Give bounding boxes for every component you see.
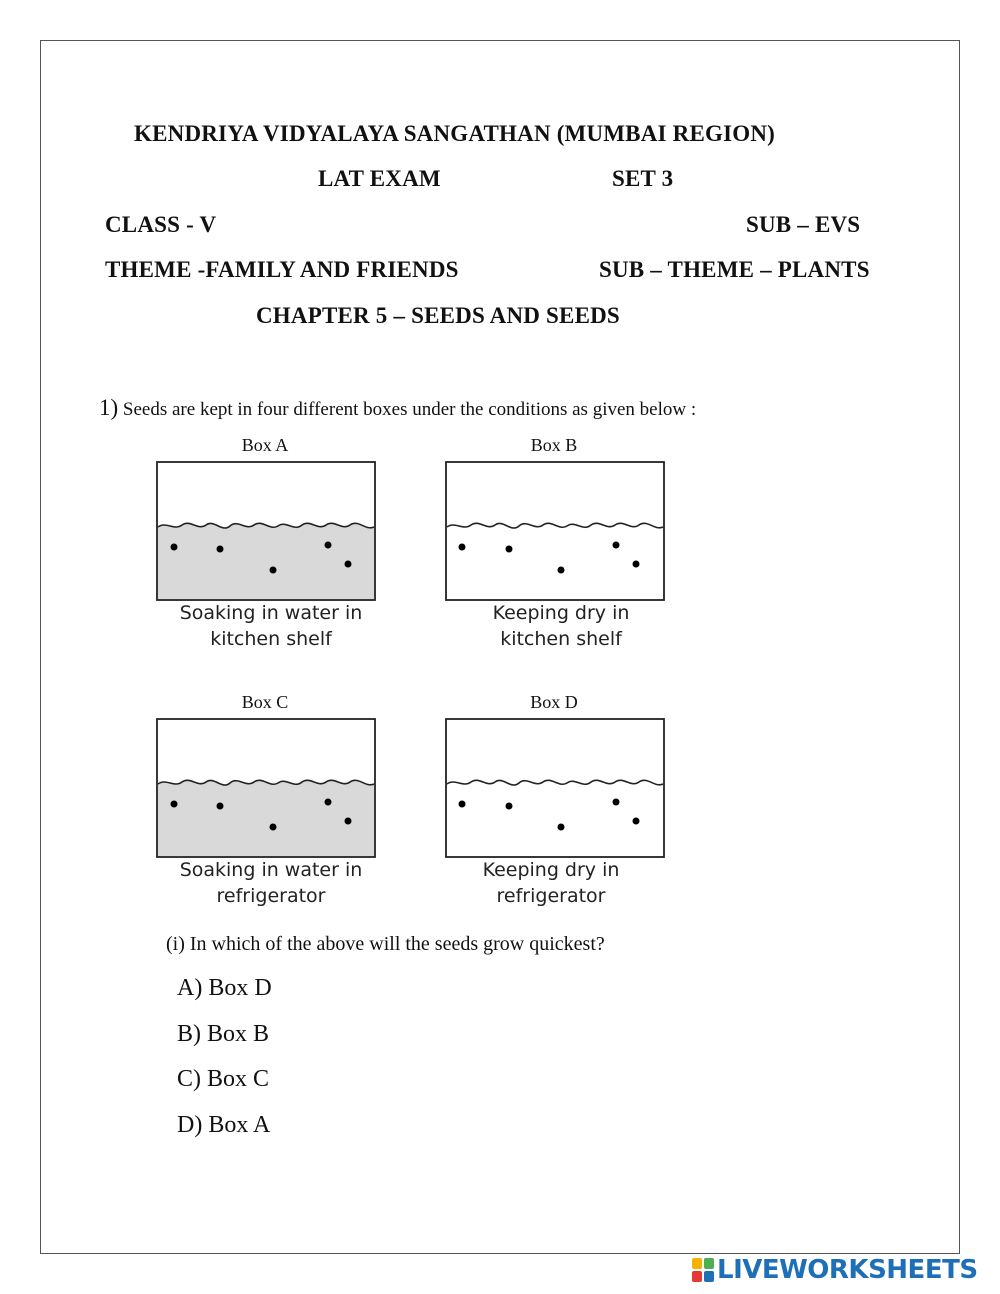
seed [171,801,178,808]
box-b-figure [445,461,665,601]
subject-label: SUB – EVS [746,212,861,237]
box-b-caption: Keeping dry in kitchen shelf [492,602,630,650]
seed [613,542,620,549]
seed [459,544,466,551]
seed [345,818,352,825]
seed [325,799,332,806]
box-a-caption: Soaking in water in kitchen shelf [179,602,363,650]
box-c-title: Box C [241,692,289,712]
box-b-title: Box B [530,435,578,455]
seed [633,818,640,825]
seed [633,561,640,568]
seed [613,799,620,806]
question-text: Seeds are kept in four different boxes under the conditions as given below : [122,399,697,420]
seed [217,803,224,810]
question-number: 1) [99,395,119,420]
option-b[interactable]: B) Box B [177,1021,270,1047]
seed [506,546,513,553]
exam-set: SET 3 [612,166,674,191]
option-c[interactable]: C) Box C [177,1066,270,1092]
seed [459,801,466,808]
box-d-figure [445,718,665,858]
seed [217,546,224,553]
box-a-figure [156,461,376,601]
question-1 [99,395,696,421]
school-header: KENDRIYA VIDYALAYA SANGATHAN (MUMBAI REGION) [134,121,775,146]
seed [270,824,277,831]
seed [171,544,178,551]
box-d-caption: Keeping dry in refrigerator [482,859,620,907]
chapter-title: CHAPTER 5 – SEEDS AND SEEDS [256,303,620,328]
box-c-caption: Soaking in water in refrigerator [179,859,363,907]
seed [558,567,565,574]
liveworksheets-logo [692,1256,978,1284]
class-label: CLASS - V [105,212,217,237]
box-d-title: Box D [530,692,578,712]
sub-question: (i) In which of the above will the seeds grow quickest? [166,933,605,955]
box-c-figure [156,718,376,858]
seed [345,561,352,568]
sub-theme-label: SUB – THEME – PLANTS [599,257,870,282]
liveworksheets-icon [692,1258,714,1282]
liveworksheets-wordmark: LIVEWORKSHEETS [717,1255,978,1285]
exam-name: LAT EXAM [318,166,441,191]
option-d[interactable]: D) Box A [177,1112,271,1138]
seed [270,567,277,574]
box-a-title: Box A [241,435,289,455]
theme-label: THEME -FAMILY AND FRIENDS [105,257,459,282]
seed [325,542,332,549]
option-a[interactable]: A) Box D [177,975,272,1001]
seed [506,803,513,810]
seed [558,824,565,831]
